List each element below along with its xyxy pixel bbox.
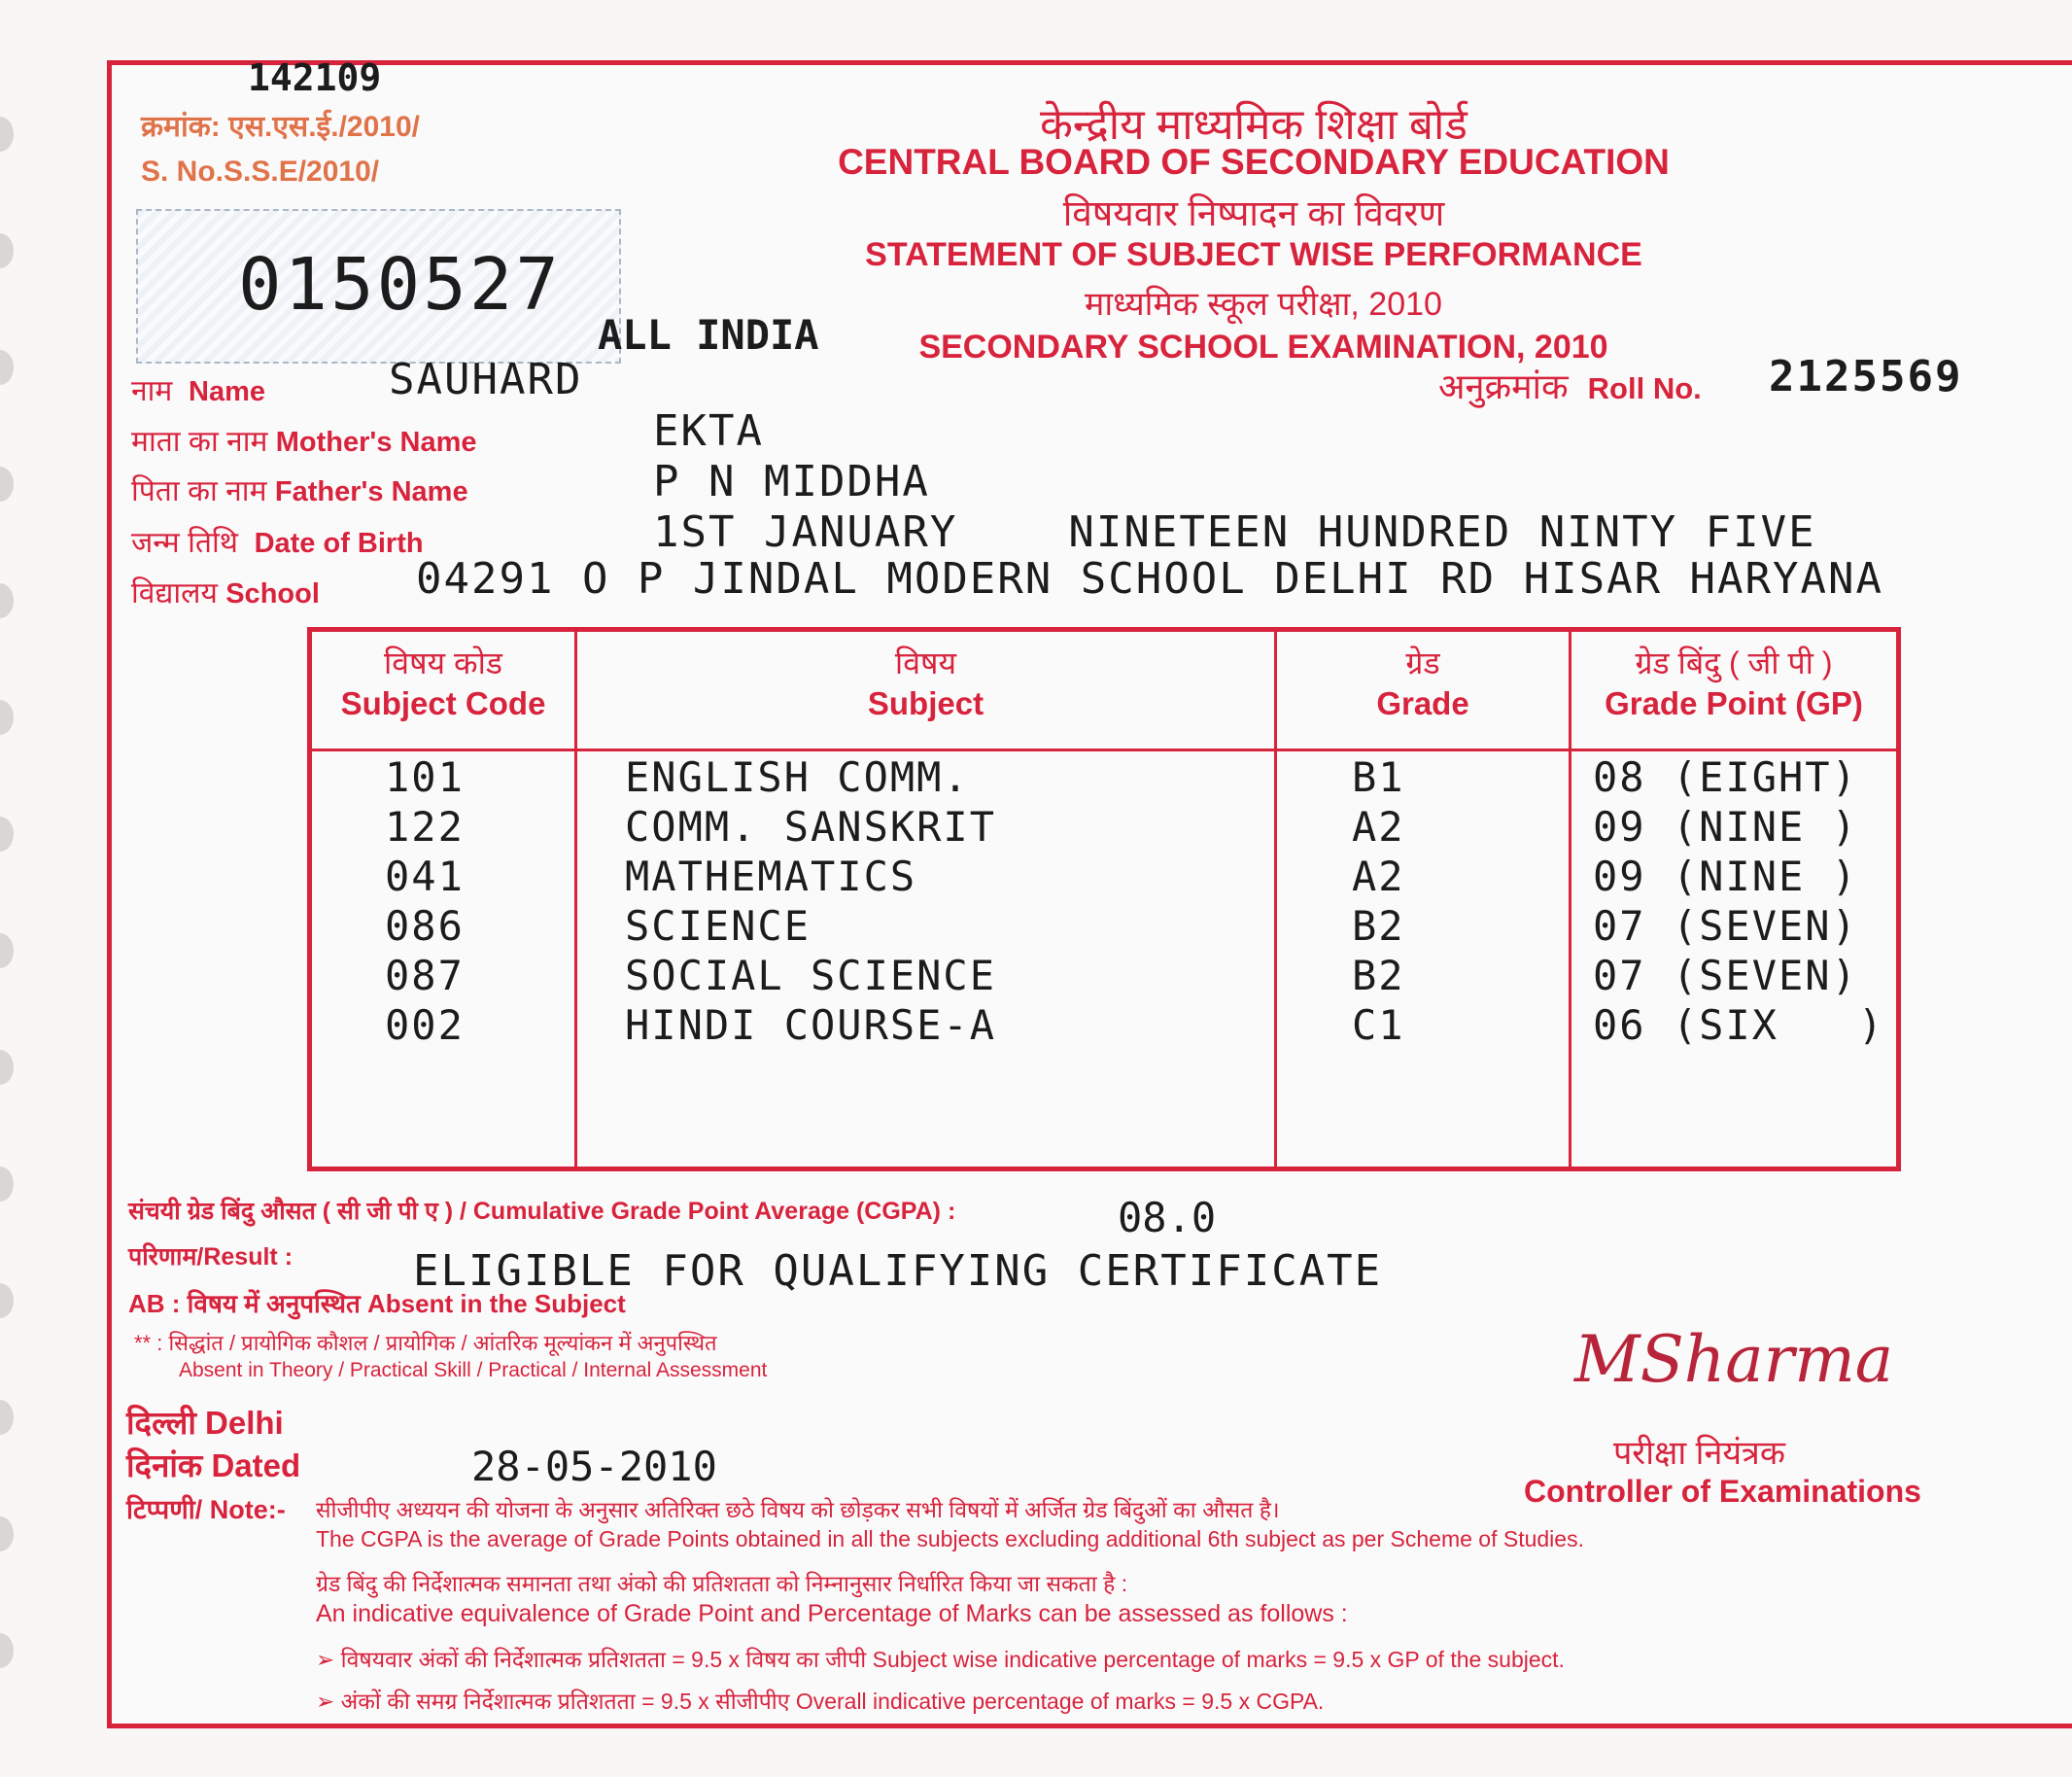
note-overall-percentage: ➢ अंकों की समग्र निर्देशात्मक प्रतिशतता = 9.5 x सीजीपीए Overall indicative percentage of marks = 9.5 x CGPA.: [316, 1689, 1325, 1714]
row-grade-point: 08 (EIGHT): [1593, 753, 1858, 801]
row-code: 041: [385, 853, 465, 900]
exam-title-english: SECONDARY SCHOOL EXAMINATION, 2010: [918, 329, 1608, 366]
absent-components-note-hindi: ** : सिद्धांत / प्रायोगिक कौशल / प्रायोगिक / आंतरिक मूल्यांकन में अनुपस्थित: [134, 1331, 717, 1355]
father-name-label: पिता का नाम Father's Name: [131, 475, 468, 507]
mother-name: EKTA: [653, 406, 764, 456]
roll-label: अनुक्रमांक Roll No.: [1438, 366, 1702, 406]
row-code: 087: [385, 952, 465, 999]
cgpa-label: संचयी ग्रेड बिंदु औसत ( सी जी पी ए ) / Cumulative Grade Point Average (CGPA) :: [128, 1198, 956, 1225]
top-serial-number: 142109: [248, 56, 382, 99]
date-of-birth: 1ST JANUARY NINETEEN HUNDRED NINTY FIVE: [653, 507, 1816, 557]
row-subject: SOCIAL SCIENCE: [625, 952, 997, 999]
row-code: 086: [385, 902, 465, 950]
school-name: 04291 O P JINDAL MODERN SCHOOL DELHI RD HISAR HARYANA: [416, 554, 1883, 604]
note-equivalence-hindi: ग्रेड बिंदु की निर्देशात्मक समानता तथा अंको की प्रतिशतता को निम्नानुसार निर्धारित किया जा सकता है :: [316, 1571, 1128, 1596]
stamp-number: 0150527: [238, 243, 562, 327]
row-subject: MATHEMATICS: [625, 853, 917, 900]
row-subject: COMM. SANSKRIT: [625, 803, 997, 851]
dated-label: दिनांक Dated: [126, 1447, 301, 1483]
row-grade-point: 07 (SEVEN): [1593, 902, 1858, 950]
board-name-english: CENTRAL BOARD OF SECONDARY EDUCATION: [838, 142, 1670, 182]
absent-components-note-english: Absent in Theory / Practical Skill / Practical / Internal Assessment: [179, 1359, 768, 1381]
statement-title-english: STATEMENT OF SUBJECT WISE PERFORMANCE: [865, 236, 1642, 273]
row-grade: A2: [1352, 803, 1405, 851]
mother-name-label: माता का नाम Mother's Name: [131, 426, 477, 458]
name-label: नाम Name: [131, 375, 266, 407]
row-code: 002: [385, 1001, 465, 1049]
controller-title-english: Controller of Examinations: [1524, 1474, 1921, 1509]
row-subject: ENGLISH COMM.: [625, 753, 970, 801]
dob-label: जन्म तिथि Date of Birth: [131, 527, 424, 559]
note-equivalence-english: An indicative equivalence of Grade Point and Percentage of Marks can be assessed as follows :: [316, 1600, 1348, 1627]
row-grade-point: 09 (NINE ): [1593, 803, 1858, 851]
row-code: 101: [385, 753, 465, 801]
statement-title-hindi: विषयवार निष्पादन का विवरण: [1062, 193, 1445, 233]
row-subject: SCIENCE: [625, 902, 812, 950]
father-name: P N MIDDHA: [653, 457, 930, 506]
row-grade-point: 07 (SEVEN): [1593, 952, 1858, 999]
roll-number: 2125569: [1769, 352, 1963, 401]
school-label: विद्यालय School: [131, 577, 320, 610]
row-grade: B2: [1352, 952, 1405, 999]
controller-signature: MSharma: [1574, 1322, 1894, 1397]
header-grade: ग्रेड Grade: [1376, 645, 1469, 721]
cgpa-value: 08.0: [1118, 1194, 1217, 1241]
exam-title-hindi: माध्यमिक स्कूल परीक्षा, 2010: [1085, 286, 1442, 323]
absent-note: AB : विषय में अनुपस्थित Absent in the Subject: [128, 1289, 626, 1318]
place-label: दिल्ली Delhi: [126, 1405, 284, 1441]
header-subject-code: विषय कोड Subject Code: [340, 645, 546, 721]
note-cgpa-hindi: सीजीपीए अध्ययन की योजना के अनुसार अतिरिक्त छठे विषय को छोड़कर सभी विषयों में अर्जित ग्रेड बिंदुओं का औसत है।: [316, 1497, 1280, 1522]
header-subject: विषय Subject: [867, 645, 984, 721]
row-grade-point: 06 (SIX ): [1593, 1001, 1885, 1049]
row-grade-point: 09 (NINE ): [1593, 853, 1858, 900]
binder-holes: [0, 117, 25, 1769]
header-grade-point: ग्रेड बिंदु ( जी पी ) Grade Point (GP): [1605, 645, 1863, 721]
student-name: SAUHARD: [389, 355, 583, 404]
result-value: ELIGIBLE FOR QUALIFYING CERTIFICATE: [413, 1246, 1383, 1296]
note-label: टिप्पणी/ Note:-: [126, 1495, 286, 1524]
row-grade: A2: [1352, 853, 1405, 900]
issue-date: 28-05-2010: [471, 1443, 717, 1490]
all-india-label: ALL INDIA: [598, 311, 819, 359]
row-subject: HINDI COURSE-A: [625, 1001, 997, 1049]
row-grade: B2: [1352, 902, 1405, 950]
grades-table: [307, 627, 1901, 1171]
serial-label-hindi: क्रमांक: एस.एस.ई./2010/: [141, 111, 420, 143]
row-code: 122: [385, 803, 465, 851]
note-subject-percentage: ➢ विषयवार अंकों की निर्देशात्मक प्रतिशतता = 9.5 x विषय का जीपी Subject wise indicative percentage of marks = 9.5 x GP of the subject.: [316, 1647, 1565, 1672]
serial-label-english: S. No.S.S.E/2010/: [141, 156, 380, 188]
result-label: परिणाम/Result :: [128, 1243, 294, 1271]
row-grade: B1: [1352, 753, 1405, 801]
controller-title-hindi: परीक्षा नियंत्रक: [1613, 1435, 1785, 1472]
row-grade: C1: [1352, 1001, 1405, 1049]
board-name-hindi: केन्द्रीय माध्यमिक शिक्षा बोर्ड: [1040, 101, 1468, 149]
note-cgpa-english: The CGPA is the average of Grade Points obtained in all the subjects excluding additional 6th subject as per Scheme of Studies.: [316, 1526, 1584, 1551]
